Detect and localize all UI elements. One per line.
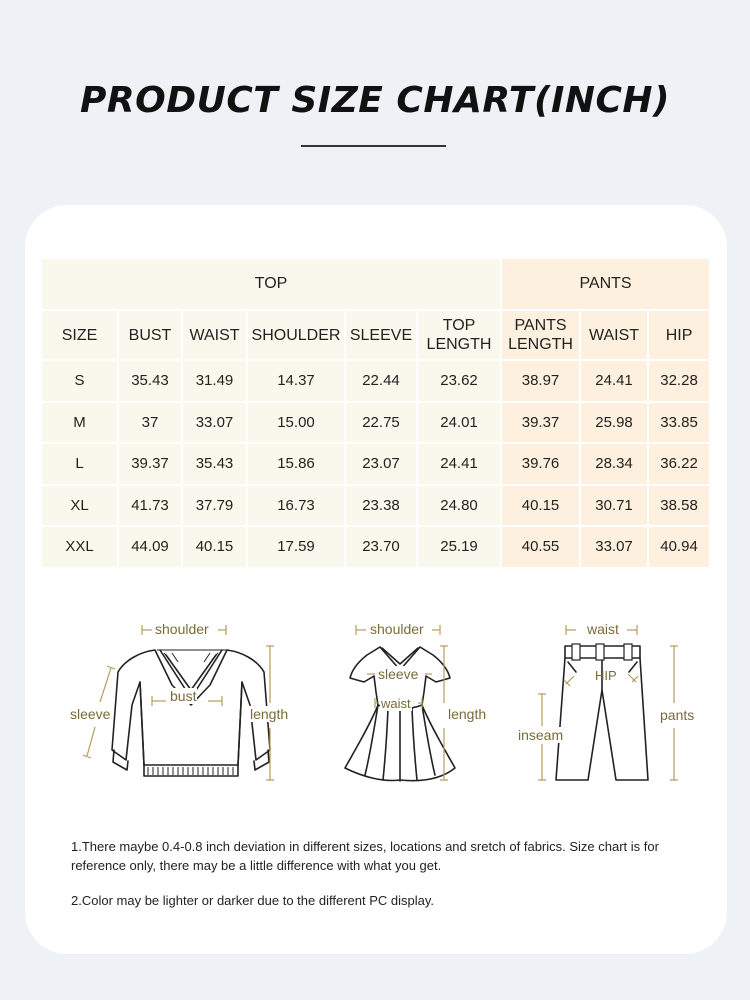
- table-cell: 40.15: [183, 527, 246, 567]
- sleeve-label: sleeve: [378, 666, 419, 682]
- table-cell: M: [42, 403, 117, 443]
- sleeve-label: sleeve: [70, 706, 111, 722]
- table-cell: L: [42, 444, 117, 484]
- table-cell: 28.34: [581, 444, 647, 484]
- table-cell: 22.44: [346, 361, 416, 401]
- table-cell: 23.07: [346, 444, 416, 484]
- page-title: PRODUCT SIZE CHART(INCH): [80, 80, 670, 121]
- table-cell: 22.75: [346, 403, 416, 443]
- table-cell: 41.73: [119, 486, 181, 526]
- table-cell: 37.79: [183, 486, 246, 526]
- table-cell: 36.22: [649, 444, 709, 484]
- col-header-waist: WAIST: [183, 311, 246, 359]
- table-cell: 24.41: [581, 361, 647, 401]
- table-cell: 39.37: [119, 444, 181, 484]
- waist-label: waist: [381, 696, 411, 711]
- table-cell: 31.49: [183, 361, 246, 401]
- table-cell: 40.15: [502, 486, 579, 526]
- table-cell: 24.01: [418, 403, 500, 443]
- table-cell: 38.58: [649, 486, 709, 526]
- table-cell: 23.70: [346, 527, 416, 567]
- group-top: TOP: [42, 259, 500, 309]
- table-cell: 24.80: [418, 486, 500, 526]
- inseam-label: inseam: [518, 727, 564, 743]
- table-cell: XL: [42, 486, 117, 526]
- table-cell: 23.38: [346, 486, 416, 526]
- col-header-bust: BUST: [119, 311, 181, 359]
- table-cell: 25.19: [418, 527, 500, 567]
- table-header-row: [42, 311, 709, 359]
- table-cell: 40.94: [649, 527, 709, 567]
- table-cell: 17.59: [248, 527, 344, 567]
- table-row: [42, 361, 709, 401]
- table-cell: 15.00: [248, 403, 344, 443]
- size-table: [40, 257, 711, 569]
- col-header-top-length: TOP LENGTH: [418, 311, 500, 359]
- note-deviation: 1.There maybe 0.4-0.8 inch deviation in different sizes, locations and sretch of fabrics. Size chart is for reference only, there may be a little difference with what you get.: [71, 839, 659, 873]
- length-label: length: [250, 706, 289, 722]
- sweater-diagram: [60, 610, 300, 785]
- table-cell: 33.07: [183, 403, 246, 443]
- col-header-sleeve: SLEEVE: [346, 311, 416, 359]
- table-cell: 14.37: [248, 361, 344, 401]
- table-cell: 23.62: [418, 361, 500, 401]
- table-cell: 44.09: [119, 527, 181, 567]
- title-underline: [301, 145, 446, 147]
- col-header-size: SIZE: [42, 311, 117, 359]
- hip-label: HIP: [595, 668, 617, 683]
- pants-length-label: pants: [660, 707, 695, 723]
- table-cell: 16.73: [248, 486, 344, 526]
- table-cell: 32.28: [649, 361, 709, 401]
- table-cell: XXL: [42, 527, 117, 567]
- table-cell: 35.43: [183, 444, 246, 484]
- table-cell: 37: [119, 403, 181, 443]
- table-cell: 33.07: [581, 527, 647, 567]
- table-cell: 24.41: [418, 444, 500, 484]
- table-cell: 39.37: [502, 403, 579, 443]
- table-row: [42, 486, 709, 526]
- waist-label: waist: [587, 621, 619, 637]
- table-row: [42, 527, 709, 567]
- table-row: [42, 444, 709, 484]
- table-cell: 39.76: [502, 444, 579, 484]
- dress-diagram: [330, 610, 500, 785]
- shoulder-label: shoulder: [370, 621, 424, 637]
- shoulder-label: shoulder: [155, 621, 209, 637]
- table-cell: S: [42, 361, 117, 401]
- col-header-shoulder: SHOULDER: [248, 311, 344, 359]
- table-row: [42, 403, 709, 443]
- table-cell: 35.43: [119, 361, 181, 401]
- pants-diagram: [510, 610, 710, 785]
- table-cell: 30.71: [581, 486, 647, 526]
- table-cell: 25.98: [581, 403, 647, 443]
- col-header-pants-waist: WAIST: [581, 311, 647, 359]
- col-header-hip: HIP: [649, 311, 709, 359]
- table-cell: 33.85: [649, 403, 709, 443]
- bust-label: bust: [170, 688, 197, 704]
- group-pants: PANTS: [502, 259, 709, 309]
- table-group-header: [42, 259, 709, 309]
- table-cell: 15.86: [248, 444, 344, 484]
- note-color: 2.Color may be lighter or darker due to the different PC display.: [71, 893, 434, 908]
- table-cell: 38.97: [502, 361, 579, 401]
- table-cell: 40.55: [502, 527, 579, 567]
- col-header-pants-length: PANTS LENGTH: [502, 311, 579, 359]
- length-label: length: [448, 706, 487, 722]
